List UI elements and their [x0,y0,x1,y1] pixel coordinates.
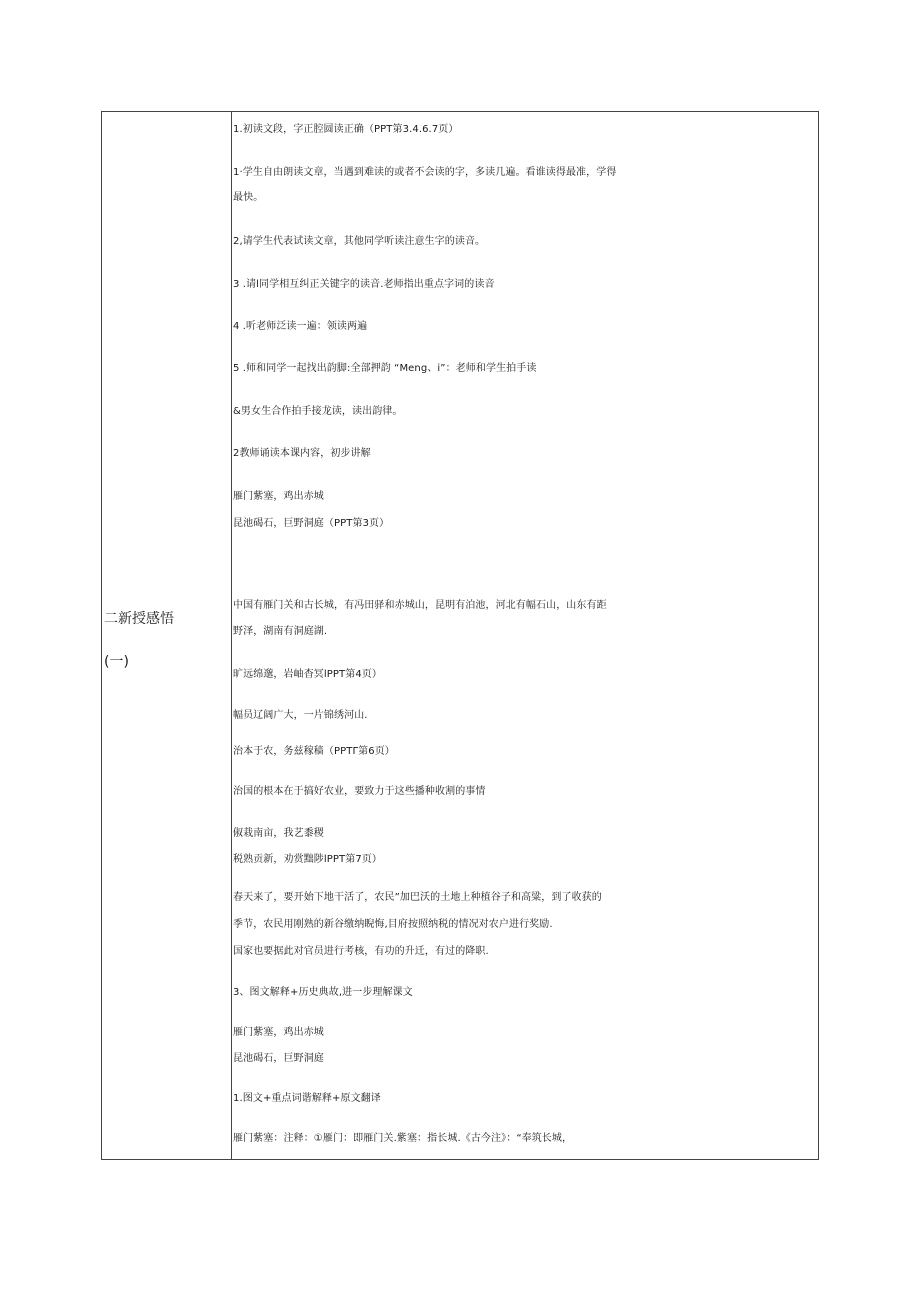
text-line: 1·学生自由朗读文章，当遇到难读的或者不会读的字，多读几遍。看谁读得最准，学得 [233,167,617,178]
text-line: 治国的根本在于搞好农业，要致力于这些播种收割的事情 [233,786,486,797]
lesson-table [101,111,819,1160]
text-line: 税熟贡新，劝赏黜陟lPPT第7页） [233,854,383,865]
content-cell [233,112,818,1159]
text-line: 3 .请l同学相互纠正关键字的读音.老师指出重点字词的读音 [233,279,495,290]
text-line: 5 .师和同学一起找出韵脚:全部押韵 “Meng、i”：老师和学生拍手读 [233,363,537,374]
text-line: 幅员辽阔广大，一片锦绣河山. [233,710,368,721]
text-line: 1.初读文段，字正腔圆读正确（PPT第3.4.6.7页） [233,124,459,135]
text-line: 雁门紫塞，鸡出赤城 [233,491,324,502]
text-line: &男女生合作拍手接龙读，读出韵律。 [233,406,403,417]
column-divider [231,112,232,1159]
text-line: 季节，农民用刚熟的新谷缴纳睨悔,目府按照纳税的情况对农户进行奖励. [233,919,553,930]
section-cell [102,112,231,1159]
section-subtitle: (一) [104,654,129,670]
text-line: 2,请学生代表试读文章，其他同学听读注意生字的读音。 [233,236,486,247]
section-title: 二新授感悟 [104,611,174,627]
text-line: 1.图文+重点词谐解释+原文翻译 [233,1093,381,1104]
text-line: 旷远绵邈，岩岫杳冥lPPT第4页） [233,669,383,680]
text-line: 中国有雁门关和古长城，有冯田驿和赤城山，昆明有泊池，河北有幅石山，山东有距 [233,600,607,611]
text-line: 野泽，湖南有洞庭湖. [233,626,328,637]
text-line: 昆池碣石，巨野洞庭 [233,1053,324,1064]
text-line: 4 .听老师泛读一遍：领读两遍 [233,321,368,332]
text-line: 最快。 [233,192,264,203]
text-line: 雁门紫塞，鸡出赤城 [233,1027,324,1038]
text-line: 俶栽南亩，我艺黍稷 [233,828,324,839]
text-line: 3、图文解释+历史典故,进一步理解课文 [233,987,413,998]
text-line: 春天来了，要开始下地干活了，农民”加巴沃的土地上种植谷子和高粱，到了收获的 [233,892,602,903]
text-line: 治本于农，务兹稼穑（PPTΓ第6页） [233,746,395,757]
text-line: 国家也要据此对官员进行考核，有功的升迁，有过的降职. [233,946,489,957]
text-line: 2教师诵读本课内容，初步讲解 [233,448,371,459]
text-line: 昆池碣石，巨野洞庭（PPT第3页） [233,518,390,529]
text-line: 雁门紫塞：注释：①雁门：即雁门关.紫塞：指长城.《古今注》：“奉筑长城， [233,1133,573,1144]
